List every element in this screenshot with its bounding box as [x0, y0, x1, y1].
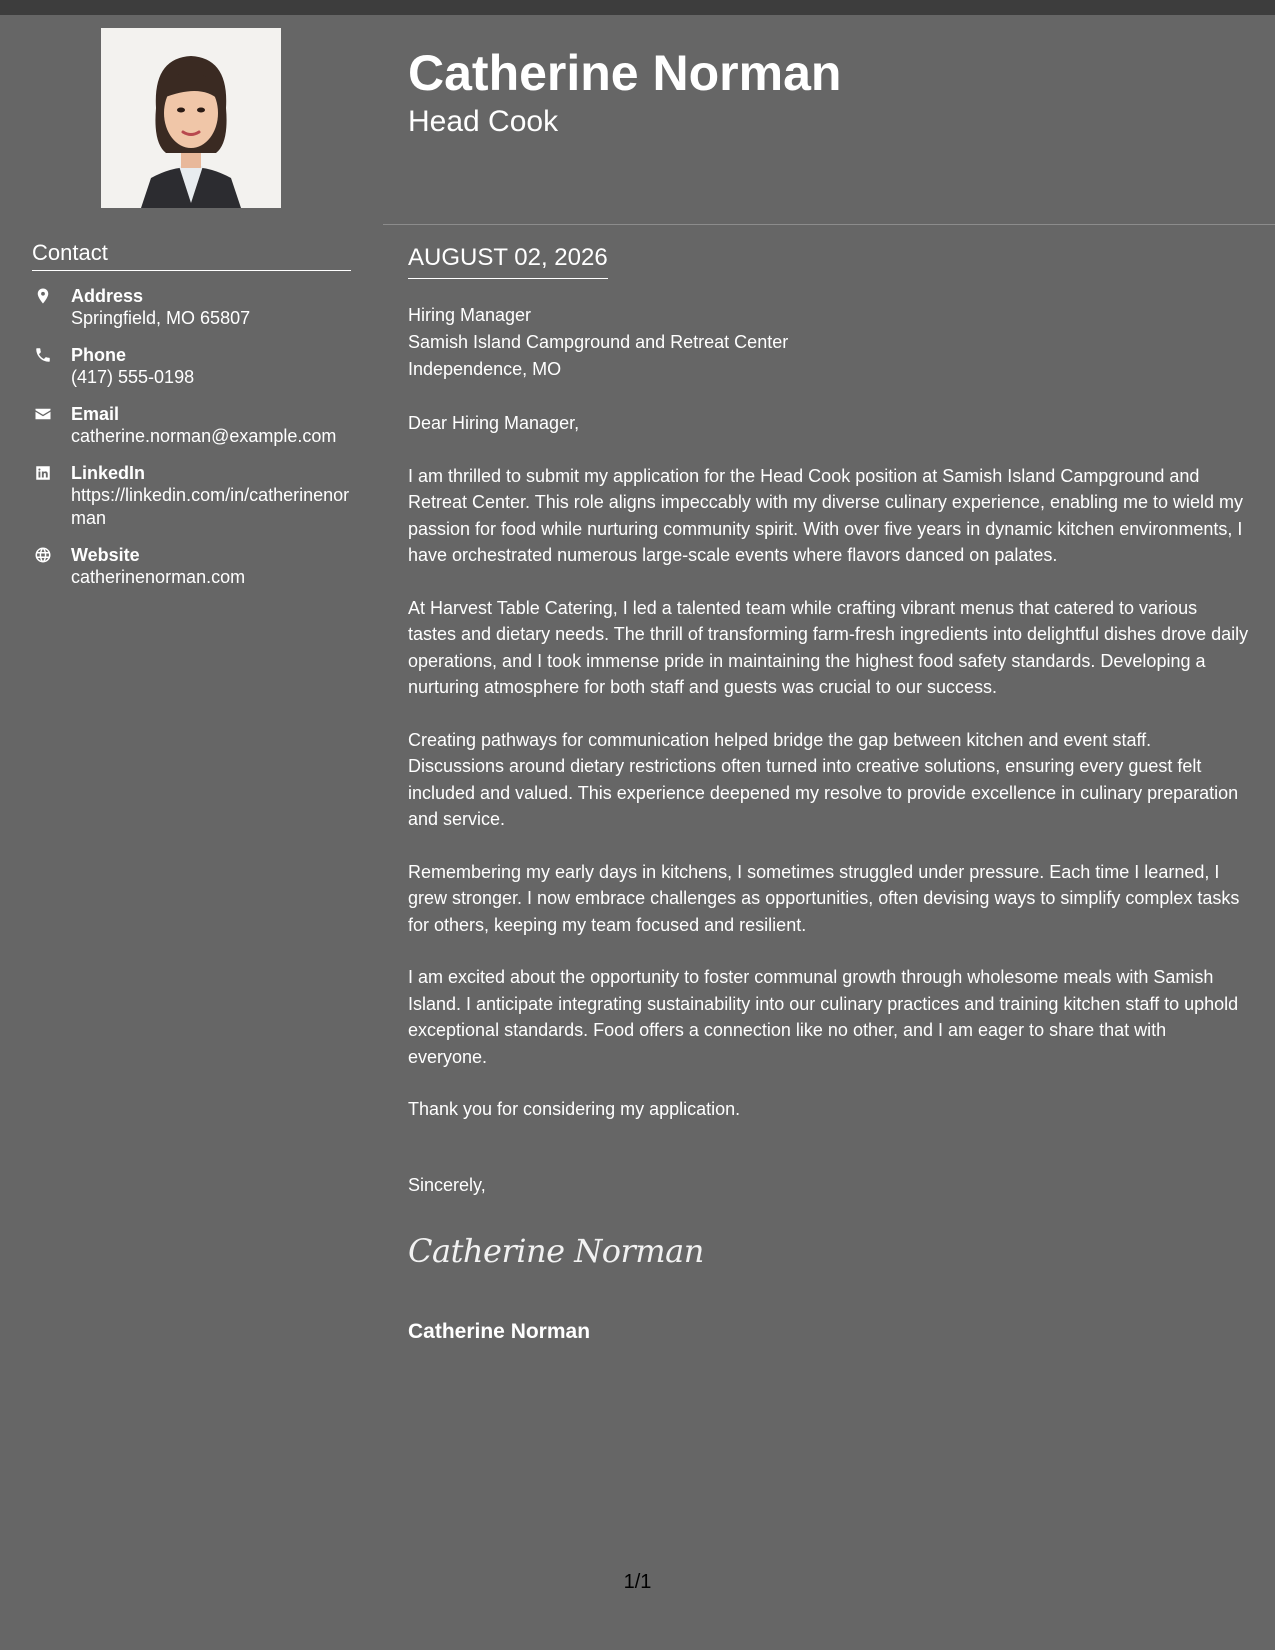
contact-label: Address — [71, 286, 144, 306]
signer-name: Catherine Norman — [408, 1320, 591, 1343]
contact-label: LinkedIn — [71, 463, 146, 483]
contact-value[interactable]: https://linkedin.com/in/catherinenorman — [71, 485, 350, 528]
applicant-role: Head Cook — [408, 105, 559, 138]
contact-value: (417) 555-0198 — [71, 367, 195, 387]
map-pin-icon — [34, 287, 52, 305]
letter-paragraph: Remembering my early days in kitchens, I sometimes struggled under pressure. Each time I learned, I grew stronger. I now embrace challenges as opportunities, often devising ways to simplify complex tasks for others, keeping my team focused and resilient. — [408, 861, 1240, 935]
contact-website — [32, 544, 362, 589]
profile-photo — [101, 28, 281, 208]
recipient-name: Hiring Manager — [408, 305, 532, 325]
linkedin-icon — [34, 464, 52, 482]
letter-paragraph: Thank you for considering my application. — [408, 1099, 741, 1119]
contact-value[interactable]: catherinenorman.com — [71, 567, 246, 587]
applicant-name: Catherine Norman — [408, 45, 842, 101]
page-number: 1/1 — [623, 1571, 652, 1593]
header-divider — [383, 224, 1275, 225]
phone-icon — [34, 346, 52, 364]
recipient-location: Independence, MO — [408, 359, 562, 379]
letter-paragraph: At Harvest Table Catering, I led a talented team while crafting vibrant menus that catered to various tastes and dietary needs. The thrill of transforming farm-fresh ingredients into delightful dishes drove daily operations, and I took immense pride in maintaining the highest food safety standards. Developing a nurturing atmosphere for both staff and guests was crucial to our success. — [408, 597, 1249, 697]
signature: Catherine Norman — [408, 1232, 704, 1270]
contact-value: Springfield, MO 65807 — [71, 308, 251, 328]
letter-date: AUGUST 02, 2026 — [408, 243, 608, 279]
contact-linkedin — [32, 462, 362, 530]
contact-list — [32, 285, 362, 603]
letter-paragraph: I am excited about the opportunity to foster communal growth through wholesome meals with Samish Island. I anticipate integrating sustainability into our culinary practices and training kitchen staff to uphold exceptional standards. Food offers a connection like no other, and I am eager to share that with everyone. — [408, 967, 1239, 1067]
contact-label: Phone — [71, 345, 127, 365]
globe-icon — [34, 546, 52, 564]
envelope-icon — [34, 405, 52, 423]
contact-phone — [32, 344, 362, 389]
contact-email — [32, 403, 362, 448]
closing: Sincerely, — [408, 1175, 486, 1195]
letter-body — [408, 410, 1250, 1149]
contact-value[interactable]: catherine.norman@example.com — [71, 426, 337, 446]
contact-label: Website — [71, 545, 140, 565]
contact-address — [32, 285, 362, 330]
recipient-company: Samish Island Campground and Retreat Center — [408, 332, 789, 352]
letter-paragraph: I am thrilled to submit my application for the Head Cook position at Samish Island Campground and Retreat Center. This role aligns impeccably with my diverse culinary experience, enabling me to wield my passion for food while nurturing community spirit. With over five years in dynamic kitchen environments, I have orchestrated numerous large-scale events where flavors danced on palates. — [408, 465, 1244, 565]
contact-heading: Contact — [32, 240, 351, 271]
top-bar — [0, 0, 1275, 15]
letter-paragraph: Creating pathways for communication helped bridge the gap between kitchen and event staff. Discussions around dietary restrictions often turned into creative solutions, ensuring every guest felt included and valued. This experience deepened my resolve to provide excellence in culinary preparation and service. — [408, 729, 1239, 829]
portrait-image — [101, 28, 281, 208]
recipient-block — [408, 302, 788, 383]
salutation: Dear Hiring Manager, — [408, 413, 580, 433]
sidebar — [0, 15, 383, 1650]
contact-label: Email — [71, 404, 120, 424]
